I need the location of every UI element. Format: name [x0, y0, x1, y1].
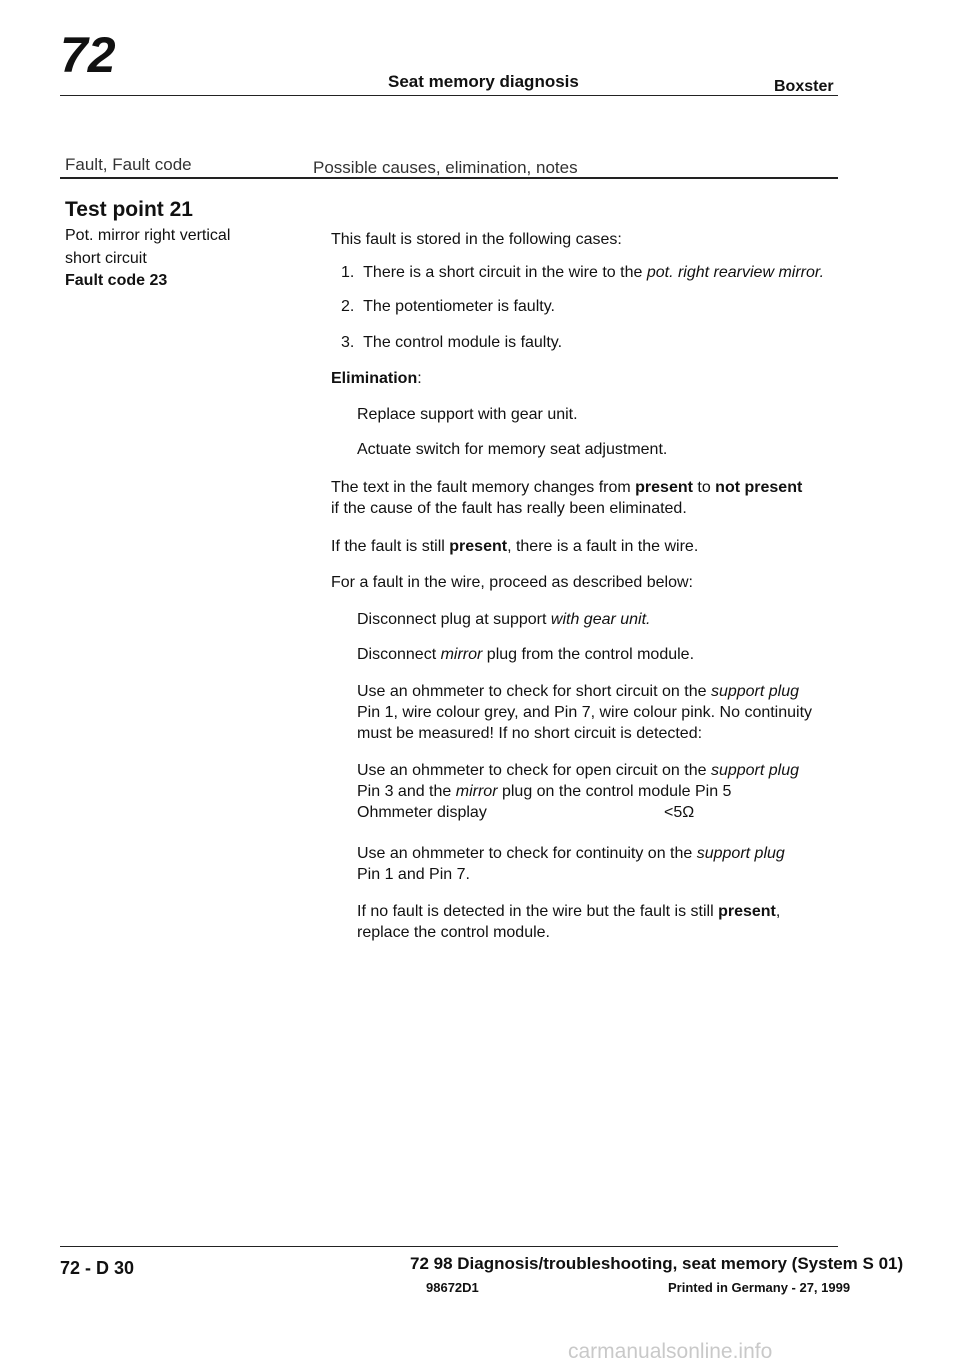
step-short-a: Use an ohmmeter to check for short circuit on the — [357, 683, 711, 700]
footer-page-number: 72 - D 30 — [60, 1258, 135, 1278]
column-header-fault: Fault, Fault code — [65, 155, 192, 174]
ohmmeter-display-label: Ohmmeter display — [357, 803, 487, 821]
case-1 — [341, 263, 824, 284]
step-cont-a: Use an ohmmeter to check for continuity on the — [357, 845, 697, 862]
para2-present: present — [449, 538, 508, 555]
para-proceed: For a fault in the wire, proceed as described below: — [331, 574, 693, 591]
case-2 — [341, 297, 555, 318]
case-1-number: 1. — [341, 264, 355, 281]
fault-description-line1: Pot. mirror right vertical — [65, 227, 231, 244]
para1-present: present — [635, 479, 693, 496]
step-open-b: support plug — [710, 762, 800, 779]
step-disconnect-mirror — [357, 645, 694, 666]
elimination-colon: : — [417, 370, 422, 387]
para2-a: If the fault is still — [331, 538, 450, 555]
step-final-c: , — [775, 903, 781, 920]
para1-c: to — [692, 479, 716, 496]
para2-c: , there is a fault in the wire. — [507, 538, 699, 555]
step-cont-b: support plug — [696, 845, 785, 862]
watermark: carmanualsonline.info — [568, 1340, 773, 1363]
step-disconnect2-b: mirror — [440, 646, 483, 663]
header-title: Seat memory diagnosis — [388, 72, 579, 91]
header-rule — [60, 95, 838, 96]
fault-description-line2: short circuit — [65, 250, 147, 267]
column-header-causes: Possible causes, elimination, notes — [313, 158, 578, 177]
step-open-line2a: Pin 3 and the — [357, 782, 456, 800]
footer-printed: Printed in Germany - 27, 1999 — [668, 1280, 851, 1295]
intro-text: This fault is stored in the following cases: — [331, 231, 622, 248]
step-continuity — [357, 844, 785, 886]
step-final — [357, 902, 780, 944]
case-1-text: There is a short circuit in the wire to the — [363, 264, 647, 281]
footer-title: 72 98 Diagnosis/troubleshooting, seat memory (System S 01) — [410, 1254, 904, 1273]
case-2-number: 2. — [341, 298, 355, 315]
step-open-line2b: mirror — [455, 782, 498, 800]
fault-code: Fault code 23 — [65, 272, 168, 289]
step-disconnect1-b: with gear unit. — [550, 611, 651, 628]
column-header-rule — [60, 177, 838, 179]
case-2-text: The potentiometer is faulty. — [363, 298, 555, 315]
case-3-text: The control module is faulty. — [363, 334, 563, 351]
step-final-line2: replace the control module. — [357, 923, 550, 941]
elimination-label: Elimination — [331, 370, 418, 387]
step-open-a: Use an ohmmeter to check for open circuit on the — [357, 762, 711, 779]
step-open-line2c: plug on the control module Pin 5 — [497, 782, 732, 800]
para1-a: The text in the fault memory changes from — [331, 479, 636, 496]
step-final-present: present — [718, 903, 776, 920]
footer-doc-id: 98672D1 — [426, 1280, 479, 1295]
para1-not-present: not present — [715, 479, 803, 496]
ohmmeter-display-value: <5Ω — [664, 803, 695, 821]
step-disconnect2-a: Disconnect — [357, 646, 441, 663]
para-still-present — [331, 537, 698, 558]
step-disconnect1-a: Disconnect plug at support — [357, 611, 551, 628]
para-fault-memory — [331, 478, 802, 520]
step-disconnect2-c: plug from the control module. — [482, 646, 695, 663]
step-short-circuit — [357, 682, 812, 744]
elim-step-2: Actuate switch for memory seat adjustment. — [357, 441, 668, 458]
test-point-heading: Test point 21 — [65, 198, 193, 221]
step-short-b: support plug — [710, 683, 799, 700]
step-open-circuit — [357, 761, 799, 824]
chapter-number: 72 — [60, 27, 116, 83]
case-1-italic: pot. right rearview mirror. — [646, 264, 825, 281]
model-name: Boxster — [774, 78, 834, 95]
elimination-heading — [331, 369, 422, 390]
step-short-line2: Pin 1, wire colour grey, and Pin 7, wire colour pink. No continuity — [357, 703, 813, 721]
step-final-a: If no fault is detected in the wire but the fault is still — [357, 903, 719, 920]
case-3 — [341, 333, 562, 354]
step-short-line3: must be measured! If no short circuit is detected: — [357, 724, 703, 742]
step-disconnect-support — [357, 610, 651, 631]
elim-step-1: Replace support with gear unit. — [357, 406, 578, 423]
para1-line2: if the cause of the fault has really been eliminated. — [331, 499, 687, 517]
footer-rule — [60, 1246, 838, 1247]
step-cont-line2: Pin 1 and Pin 7. — [357, 865, 470, 883]
case-3-number: 3. — [341, 334, 355, 351]
